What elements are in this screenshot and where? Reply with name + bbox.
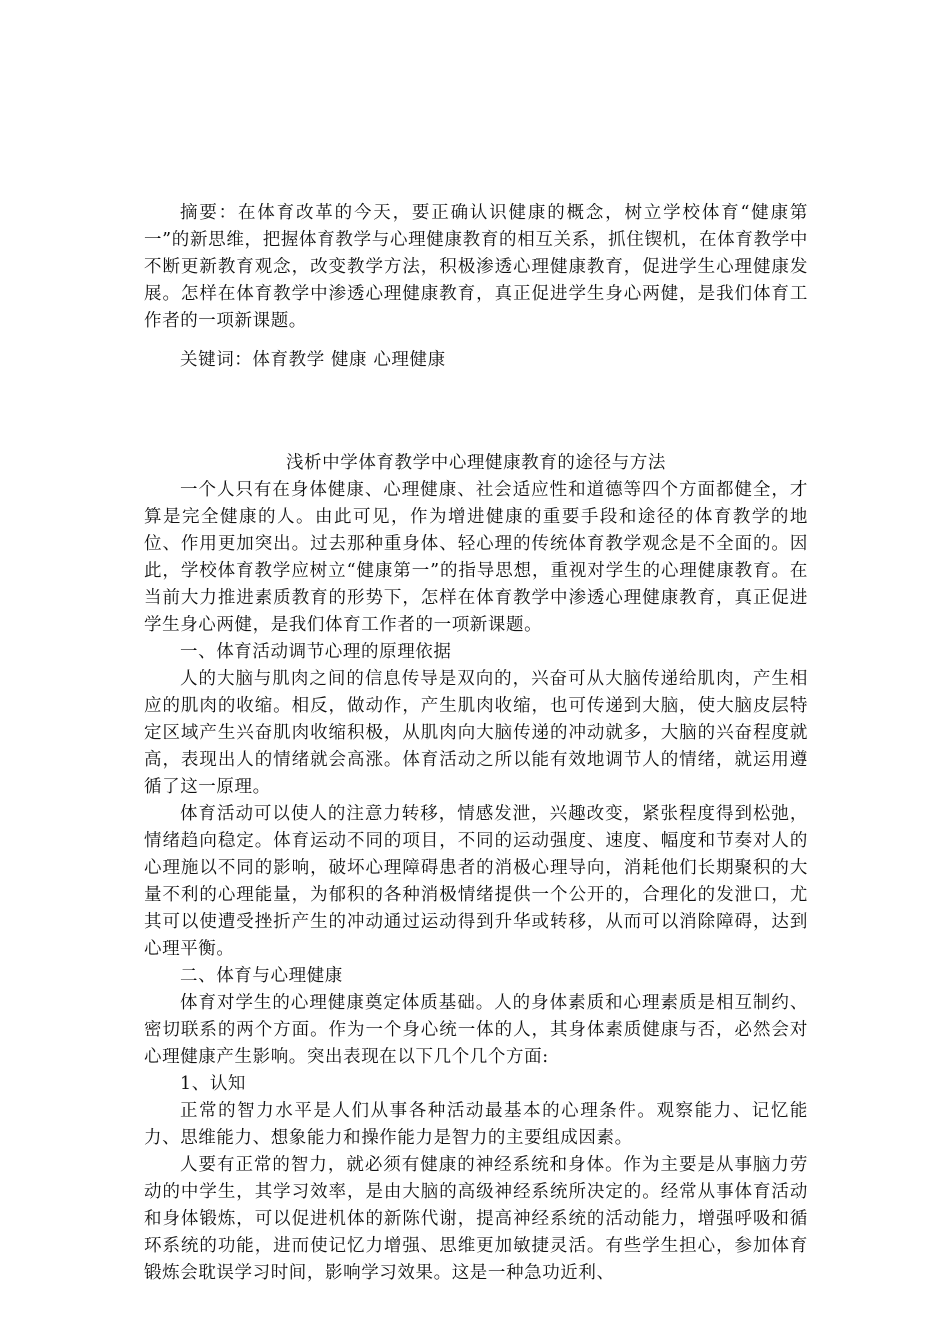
- abstract-paragraph: 摘要：在体育改革的今天，要正确认识健康的概念，树立学校体育“健康第一”的新思维，把握体育教学与心理健康教育的相互关系，抓住锲机，在体育教学中不断更新教育观念，改变教学方法，积极渗透心理健康教育，促进学生心理健康发展。怎样在体育教学中渗透心理健康教育，真正促进学生身心两健，是我们体育工作者的一项新课题。: [144, 203, 808, 331]
- section-heading-2: 二、体育与心理健康: [180, 966, 343, 986]
- intro-paragraph: 一个人只有在身体健康、心理健康、社会适应性和道德等四个方面都健全，才算是完全健康的人。由此可见，作为增进健康的重要手段和途径的体育教学的地位、作用更加突出。过去那种重身体、轻心理的传统体育教学观念是不全面的。因此，学校体育教学应树立“健康第一”的指导思想，重视对学生的心理健康教育。在当前大力推进素质教育的形势下，怎样在体育教学中渗透心理健康教育，真正促进学生身心两健，是我们体育工作者的一项新课题。: [144, 480, 808, 635]
- body-paragraph: 体育对学生的心理健康奠定体质基础。人的身体素质和心理素质是相互制约、密切联系的两个方面。作为一个身心统一体的人，其身体素质健康与否，必然会对心理健康产生影响。突出表现在以下几个几个方面:: [144, 993, 808, 1067]
- article-title: 浅析中学体育教学中心理健康教育的途径与方法: [285, 453, 667, 473]
- body-paragraph: 体育活动可以使人的注意力转移，情感发泄，兴趣改变，紧张程度得到松弛，情绪趋向稳定。体育运动不同的项目，不同的运动强度、速度、幅度和节奏对人的心理施以不同的影响，破坏心理障碍患者的消极心理导向，消耗他们长期聚积的大量不利的心理能量，为郁积的各种消极情绪提供一个公开的，合理化的发泄口，尤其可以使遭受挫折产生的冲动通过运动得到升华或转移，从而可以消除障碍，达到心理平衡。: [144, 804, 808, 959]
- body-paragraph: 人要有正常的智力，就必须有健康的神经系统和身体。作为主要是从事脑力劳动的中学生，其学习效率，是由大脑的高级神经系统所决定的。经常从事体育活动和身体锻炼，可以促进机体的新陈代谢，提高神经系统的活动能力，增强呼吸和循环系统的功能，进而使记忆力增强、思维更加敏捷灵活。有些学生担心，参加体育锻炼会耽误学习时间，影响学习效果。这是一种急功近利、: [144, 1155, 808, 1283]
- article-body: [144, 477, 808, 1287]
- keywords-line: 关键词：体育教学 健康 心理健康: [180, 350, 446, 370]
- subsection-heading-1: 1、认知: [180, 1074, 247, 1094]
- section-heading-1: 一、体育活动调节心理的原理依据: [180, 642, 452, 662]
- body-paragraph: 人的大脑与肌肉之间的信息传导是双向的，兴奋可从大脑传递给肌肉，产生相应的肌肉的收缩。相反，做动作，产生肌肉收缩，也可传递到大脑，使大脑皮层特定区域产生兴奋肌肉收缩积极，从肌肉向大脑传递的冲动就多，大脑的兴奋程度就高，表现出人的情绪就会高涨。体育活动之所以能有效地调节人的情绪，就运用遵循了这一原理。: [144, 669, 808, 797]
- body-paragraph: 正常的智力水平是人们从事各种活动最基本的心理条件。观察能力、记忆能力、思维能力、想象能力和操作能力是智力的主要组成因素。: [144, 1101, 808, 1148]
